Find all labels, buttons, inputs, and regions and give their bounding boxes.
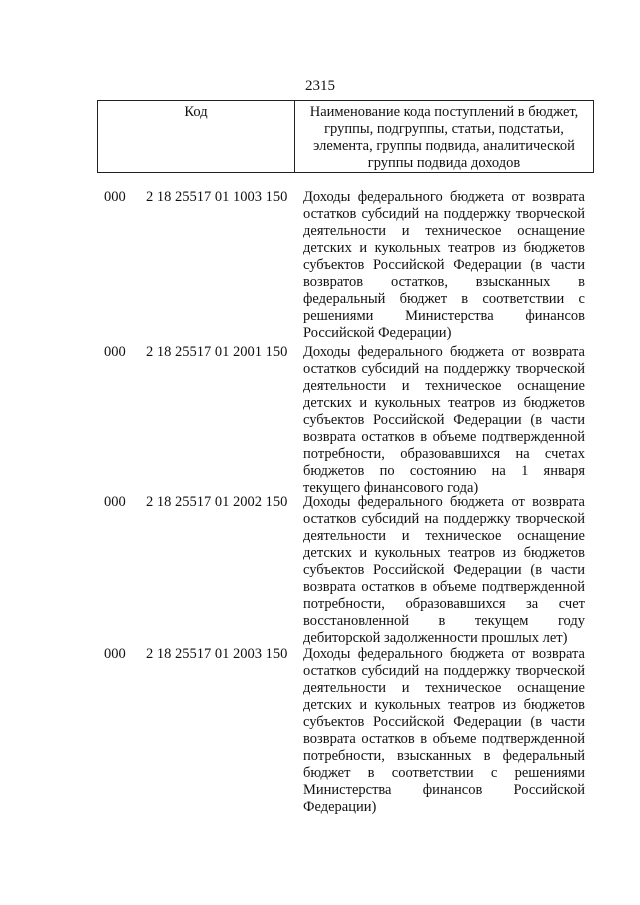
header-row <box>98 101 594 173</box>
table-row <box>0 189 640 344</box>
table-row <box>0 344 640 494</box>
income-description: Доходы федерального бюджета от возврата остатков субсидий на поддержку творческой деятельности и техническое оснащение детских и кукольных театров из бюджетов субъектов Российской Федерации (в части возвратов остатков, взысканных в федеральный бюджет в соответствии с решениями Министерства финансов Российской Федерации) <box>303 189 585 341</box>
income-code: 2 18 25517 01 2002 150 <box>146 494 288 510</box>
admin-code: 000 <box>104 646 126 662</box>
income-description: Доходы федерального бюджета от возврата остатков субсидий на поддержку творческой деятельности и техническое оснащение детских и кукольных театров из бюджетов субъектов Российской Федерации (в части возврата остатков в объеме подтвержденной потребности, образовавшихся за счет восстановленной в текущем году дебиторской задолженности прошлых лет) <box>303 494 585 646</box>
income-description: Доходы федерального бюджета от возврата остатков субсидий на поддержку творческой деятельности и техническое оснащение детских и кукольных театров из бюджетов субъектов Российской Федерации (в части возврата остатков в объеме подтвержденной потребности, образовавшихся на счетах бюджетов по состоянию на 1 января текущего финансового года) <box>303 344 585 496</box>
table-row <box>0 646 640 816</box>
header-name-cell: Наименование кода поступлений в бюджет, группы, подгруппы, статьи, подстатьи, элемента, группы подвида, аналитической группы подвида доходов <box>295 101 594 173</box>
header-code-cell: Код <box>98 101 295 173</box>
table-row <box>0 494 640 646</box>
income-code: 2 18 25517 01 1003 150 <box>146 189 288 205</box>
admin-code: 000 <box>104 344 126 360</box>
header-table <box>97 100 594 173</box>
income-code: 2 18 25517 01 2001 150 <box>146 344 288 360</box>
income-description: Доходы федерального бюджета от возврата остатков субсидий на поддержку творческой деятельности и техническое оснащение детских и кукольных театров из бюджетов субъектов Российской Федерации (в части возврата остатков в объеме подтвержденной потребности, взысканных в федеральный бюджет в соответствии с решениями Министерства финансов Российской Федерации) <box>303 646 585 815</box>
admin-code: 000 <box>104 494 126 510</box>
income-code: 2 18 25517 01 2003 150 <box>146 646 288 662</box>
admin-code: 000 <box>104 189 126 205</box>
page-number: 2315 <box>305 78 335 94</box>
income-code-list <box>0 189 640 816</box>
